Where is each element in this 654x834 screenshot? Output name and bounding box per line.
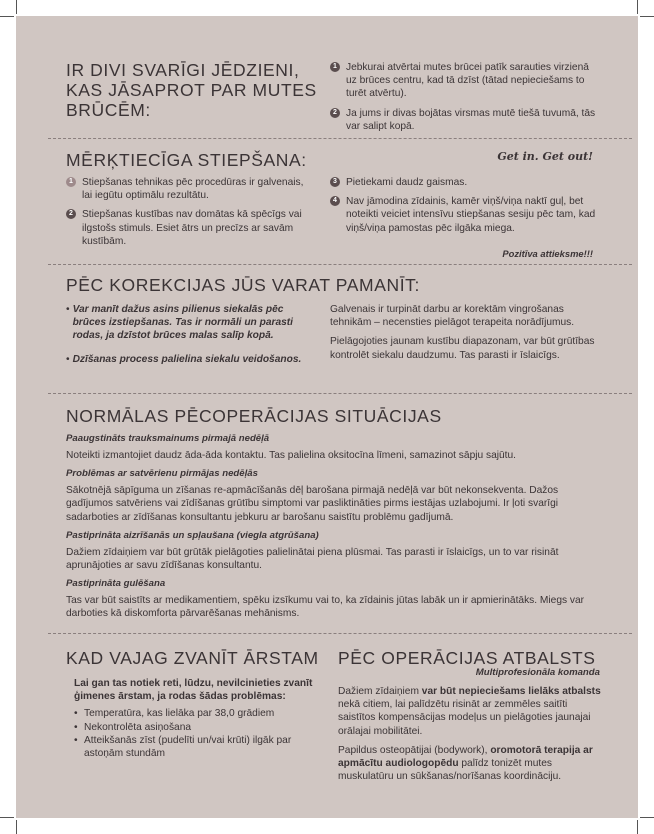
point-text: Stiepšanas kustības nav domātas kā spēcīgs vai ilgstošs stimuls. Esiet ātrs un precīzs ar savām kustībām. <box>82 209 302 247</box>
list-item <box>330 195 598 235</box>
list-item <box>66 208 306 248</box>
section3-left <box>66 303 311 366</box>
subheading: Paaugstināts trauksmainums pirmajā nedēļā <box>66 433 270 444</box>
paragraph: Tas var būt saistīts ar medikamentiem, spēku izsīkumu vai to, ka zīdainis jūtas labāk un ir apmierinātāks. Miegs var darboties kā diskomforta pārvarēšanas mehānisms. <box>66 595 585 620</box>
crop-mark <box>640 817 654 818</box>
section2-left <box>66 176 306 254</box>
title-line: BRŪCĒM: <box>66 100 151 120</box>
section-heading: PĒC OPERĀCIJAS ATBALSTS <box>338 648 596 668</box>
bullet-text: Dzīšanas process palielina siekalu veidošanos. <box>72 353 302 365</box>
note: Pozitīva attieksme!!! <box>502 248 593 259</box>
number-badge: 2 <box>66 209 76 219</box>
subheading: Pastiprināta gulēšana <box>66 578 166 590</box>
intro-text: Lai gan tas notiek reti, lūdzu, nevilcinieties zvanīt ģimenes ārstam, ja rodas šādas problēmas: <box>74 678 313 703</box>
crop-mark <box>637 820 638 834</box>
list-item: • Nekontrolēta asiņošana <box>74 721 314 734</box>
point-text: Stiepšanas tehnikas pēc procedūras ir galvenais, lai iegūtu optimālu rezultātu. <box>82 177 304 202</box>
subheading: Pastiprināta aizrīšanās un spļaušana (viegla atgrūšana) <box>66 529 319 541</box>
list-item: • Temperatūra, kas lielāka par 38,0 grādiem <box>74 707 314 720</box>
crop-mark <box>0 16 14 17</box>
point-text: Nav jāmodina zīdainis, kamēr viņš/viņa naktī guļ, bet noteikti veiciet intensīvu stiepšanas sesiju pēc tam, kad viņš/viņa pamostas pēc ilgāka miega. <box>346 196 596 234</box>
section4-title <box>66 406 442 426</box>
text-run: palīdz tonizēt mutes muskulatūru un sūkšanas/norīšanas koordināciju. <box>338 758 562 783</box>
section5-body <box>74 677 314 760</box>
paragraph: Pielāgojoties jaunam kustību diapazonam, var būt grūtības kontrolēt siekalu daudzumu. Tas parasti ir īslaicīgs. <box>330 336 595 361</box>
text-run: Papildus osteopātijai (bodywork), <box>338 744 491 756</box>
paragraph: Galvenais ir turpināt darbu ar korektām vingrošanas tehnikām – necensties pielāgot terapeita norādījumus. <box>330 304 575 329</box>
crop-mark <box>640 16 654 17</box>
section6-body <box>338 685 604 789</box>
section-heading: NORMĀLAS PĒCOPERĀCIJAS SITUĀCIJAS <box>66 406 442 426</box>
crop-mark <box>16 0 17 14</box>
point-text: Ja jums ir divas bojātas virsmas mutē tiešā tuvumā, tās var salipt kopā. <box>346 107 596 132</box>
number-badge: 1 <box>330 62 340 72</box>
paragraph: Noteikti izmantojiet daudz āda-āda kontaktu. Tas palielina oksitocīna līmeni, samazinot sāpju sajūtu. <box>66 450 517 461</box>
text-run: nekā citiem, lai palīdzētu risināt ar zemmēles saitīti saistītos kompensācijas modeļus un pielāgoties jaunajai orālajai mobilitātei. <box>338 699 591 737</box>
crop-mark <box>16 820 17 834</box>
symptom-list <box>74 707 314 760</box>
list-item: • Atteikšanās zīst (pudelīti un/vai krūti) ilgāk par astoņām stundām <box>74 734 314 760</box>
text-run-bold: oromotorā terapija ar apmācītu audiologopēdu <box>338 744 593 770</box>
crop-mark <box>637 0 638 14</box>
divider <box>48 633 632 634</box>
bullet-text: Var manīt dažus asins pilienus siekalās pēc brūces izstiepšanas. Tas ir normāli un parasti rodas, ja dzīstot brūces malas salīp kopā. <box>72 304 294 342</box>
text-run-bold: var būt nepieciešams lielāks atbalsts <box>421 686 601 697</box>
divider <box>48 264 632 265</box>
paragraph: Dažiem zīdaiņiem var būt grūtāk pielāgoties palielinātai piena plūsmai. Tas parasti ir īslaicīgs, un to var risināt aprunājoties ar savu zīdīšanas konsultantu. <box>66 546 559 572</box>
crop-mark <box>0 817 14 818</box>
slogan: Get in. Get out! <box>497 150 593 163</box>
list-item <box>66 353 311 366</box>
title-line: IR DIVI SVARĪGI JĒDZIENI, <box>66 60 300 80</box>
paragraph <box>338 744 604 784</box>
section6-title <box>338 648 596 668</box>
paragraph <box>338 685 604 738</box>
section1-title <box>66 60 321 120</box>
paragraph: Sākotnējā sāpīguma un zīšanas re-apmācīšanās dēļ barošana pirmajā nedēļā var būt nekonsekventa. Dažos gadījumos satvēriens vai zīdīšanas grūtību simptomi var pasliktināties pirms iestājas uzlabojumi. Ir ļoti svarīgi sadarboties ar zīdīšanas konsultantu jebkuru ar barošanu saistītu problēmu gadījumā. <box>66 485 559 523</box>
list-item <box>330 176 598 189</box>
list-item <box>330 107 598 133</box>
section3-right <box>330 303 600 368</box>
section2-title <box>66 150 307 170</box>
subheading: Problēmas ar satvērienu pirmājas nedēļās <box>66 468 258 480</box>
section1-points <box>330 61 598 139</box>
list-item <box>330 61 598 101</box>
list-item <box>66 303 311 343</box>
section-heading: KAD VAJAG ZVANĪT ĀRSTAM <box>66 648 319 668</box>
section4-body <box>66 433 606 627</box>
point-text: Jebkurai atvērtai mutes brūcei patīk sarauties virzienā uz brūces centru, kad tā dzīst (tātad nepieciešams to turēt atvērtu). <box>346 62 589 100</box>
section-heading: MĒRĶTIECĪGA STIEPŠANA: <box>66 150 307 170</box>
title-line: KAS JĀSAPROT PAR MUTES <box>66 80 317 100</box>
divider <box>48 393 632 394</box>
subtitle: Multiprofesionāla komanda <box>475 667 600 678</box>
bullet-icon: • <box>66 353 70 365</box>
section2-right <box>330 176 598 241</box>
number-badge: 2 <box>330 108 340 118</box>
number-badge: 4 <box>330 196 340 206</box>
section3-title <box>66 275 420 295</box>
text-run: Dažiem zīdaiņiem <box>338 686 422 697</box>
number-badge: 3 <box>330 177 340 187</box>
number-badge: 1 <box>66 177 76 187</box>
bullet-icon: • <box>66 304 70 315</box>
divider <box>48 138 632 139</box>
section5-title <box>66 648 319 668</box>
section-heading: PĒC KOREKCIJAS JŪS VARAT PAMANĪT: <box>66 275 420 295</box>
list-item <box>66 176 306 202</box>
point-text: Pietiekami daudz gaismas. <box>346 177 468 188</box>
